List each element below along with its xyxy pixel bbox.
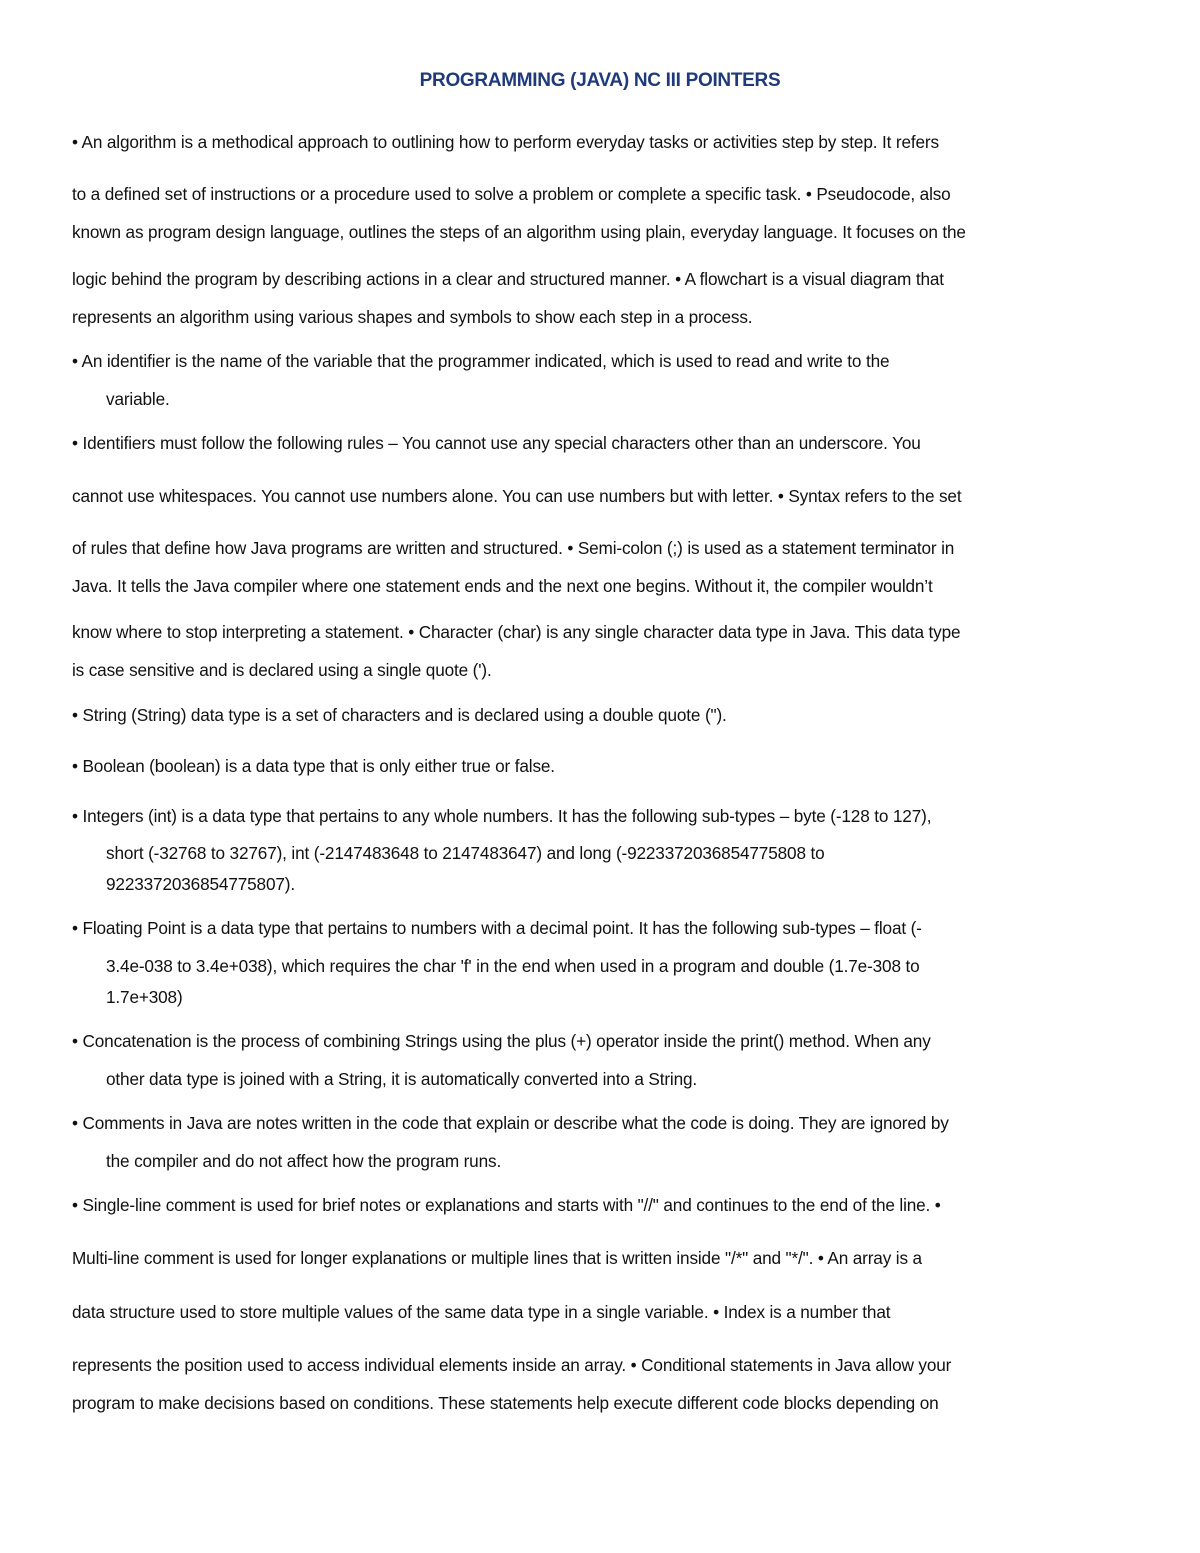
text-line: know where to stop interpreting a statement. • Character (char) is any single character data type in Java. This data type — [72, 622, 961, 642]
text-line: • String (String) data type is a set of characters and is declared using a double quote ("). — [72, 705, 727, 725]
text-line: • Boolean (boolean) is a data type that is only either true or false. — [72, 756, 555, 776]
text-line: to a defined set of instructions or a procedure used to solve a problem or complete a specific task. • Pseudocode, also — [72, 184, 951, 204]
text-line: 9223372036854775807). — [106, 874, 295, 894]
text-line: • Single-line comment is used for brief notes or explanations and starts with "//" and continues to the end of the line. • — [72, 1195, 941, 1215]
text-line: Multi-line comment is used for longer explanations or multiple lines that is written inside "/*" and "*/". • An array is a — [72, 1248, 922, 1268]
text-line: other data type is joined with a String, it is automatically converted into a String. — [106, 1069, 698, 1089]
text-line: short (-32768 to 32767), int (-2147483648 to 2147483647) and long (-9223372036854775808 to — [106, 843, 825, 863]
text-line: of rules that define how Java programs are written and structured. • Semi-colon (;) is used as a statement terminator in — [72, 538, 955, 558]
text-line: the compiler and do not affect how the program runs. — [106, 1151, 502, 1171]
text-line: 3.4e-038 to 3.4e+038), which requires the char 'f' in the end when used in a program and double (1.7e-308 to — [106, 956, 920, 976]
text-line: logic behind the program by describing actions in a clear and structured manner. • A flowchart is a visual diagram that — [72, 269, 944, 289]
text-line: • An identifier is the name of the variable that the programmer indicated, which is used to read and write to the — [72, 351, 890, 371]
text-line: • Concatenation is the process of combining Strings using the plus (+) operator inside the print() method. When any — [72, 1031, 931, 1051]
text-line: is case sensitive and is declared using a single quote ('). — [72, 660, 492, 680]
page-title: PROGRAMMING (JAVA) NC III POINTERS — [419, 70, 781, 91]
text-line: • Comments in Java are notes written in the code that explain or describe what the code is doing. They are ignored by — [72, 1113, 949, 1133]
text-line: 1.7e+308) — [106, 987, 183, 1007]
text-line: • Floating Point is a data type that pertains to numbers with a decimal point. It has the following sub-types – float (- — [72, 918, 922, 938]
text-line: represents the position used to access individual elements inside an array. • Conditional statements in Java allow your — [72, 1355, 952, 1375]
text-line: Java. It tells the Java compiler where one statement ends and the next one begins. Without it, the compiler wouldn’t — [72, 576, 933, 596]
text-line: program to make decisions based on conditions. These statements help execute different code blocks depending on — [72, 1393, 939, 1413]
text-line: known as program design language, outlines the steps of an algorithm using plain, everyday language. It focuses on the — [72, 222, 966, 242]
text-line: variable. — [106, 389, 170, 409]
text-line: • An algorithm is a methodical approach to outlining how to perform everyday tasks or activities step by step. It refers — [72, 132, 939, 152]
text-line: • Identifiers must follow the following rules – You cannot use any special characters other than an underscore. You — [72, 433, 921, 453]
text-line: cannot use whitespaces. You cannot use numbers alone. You can use numbers but with letter. • Syntax refers to the set — [72, 486, 962, 506]
text-line: • Integers (int) is a data type that pertains to any whole numbers. It has the following sub-types – byte (-128 to 127), — [72, 806, 932, 826]
text-line: data structure used to store multiple values of the same data type in a single variable. • Index is a number that — [72, 1302, 891, 1322]
text-line: represents an algorithm using various shapes and symbols to show each step in a process. — [72, 307, 753, 327]
